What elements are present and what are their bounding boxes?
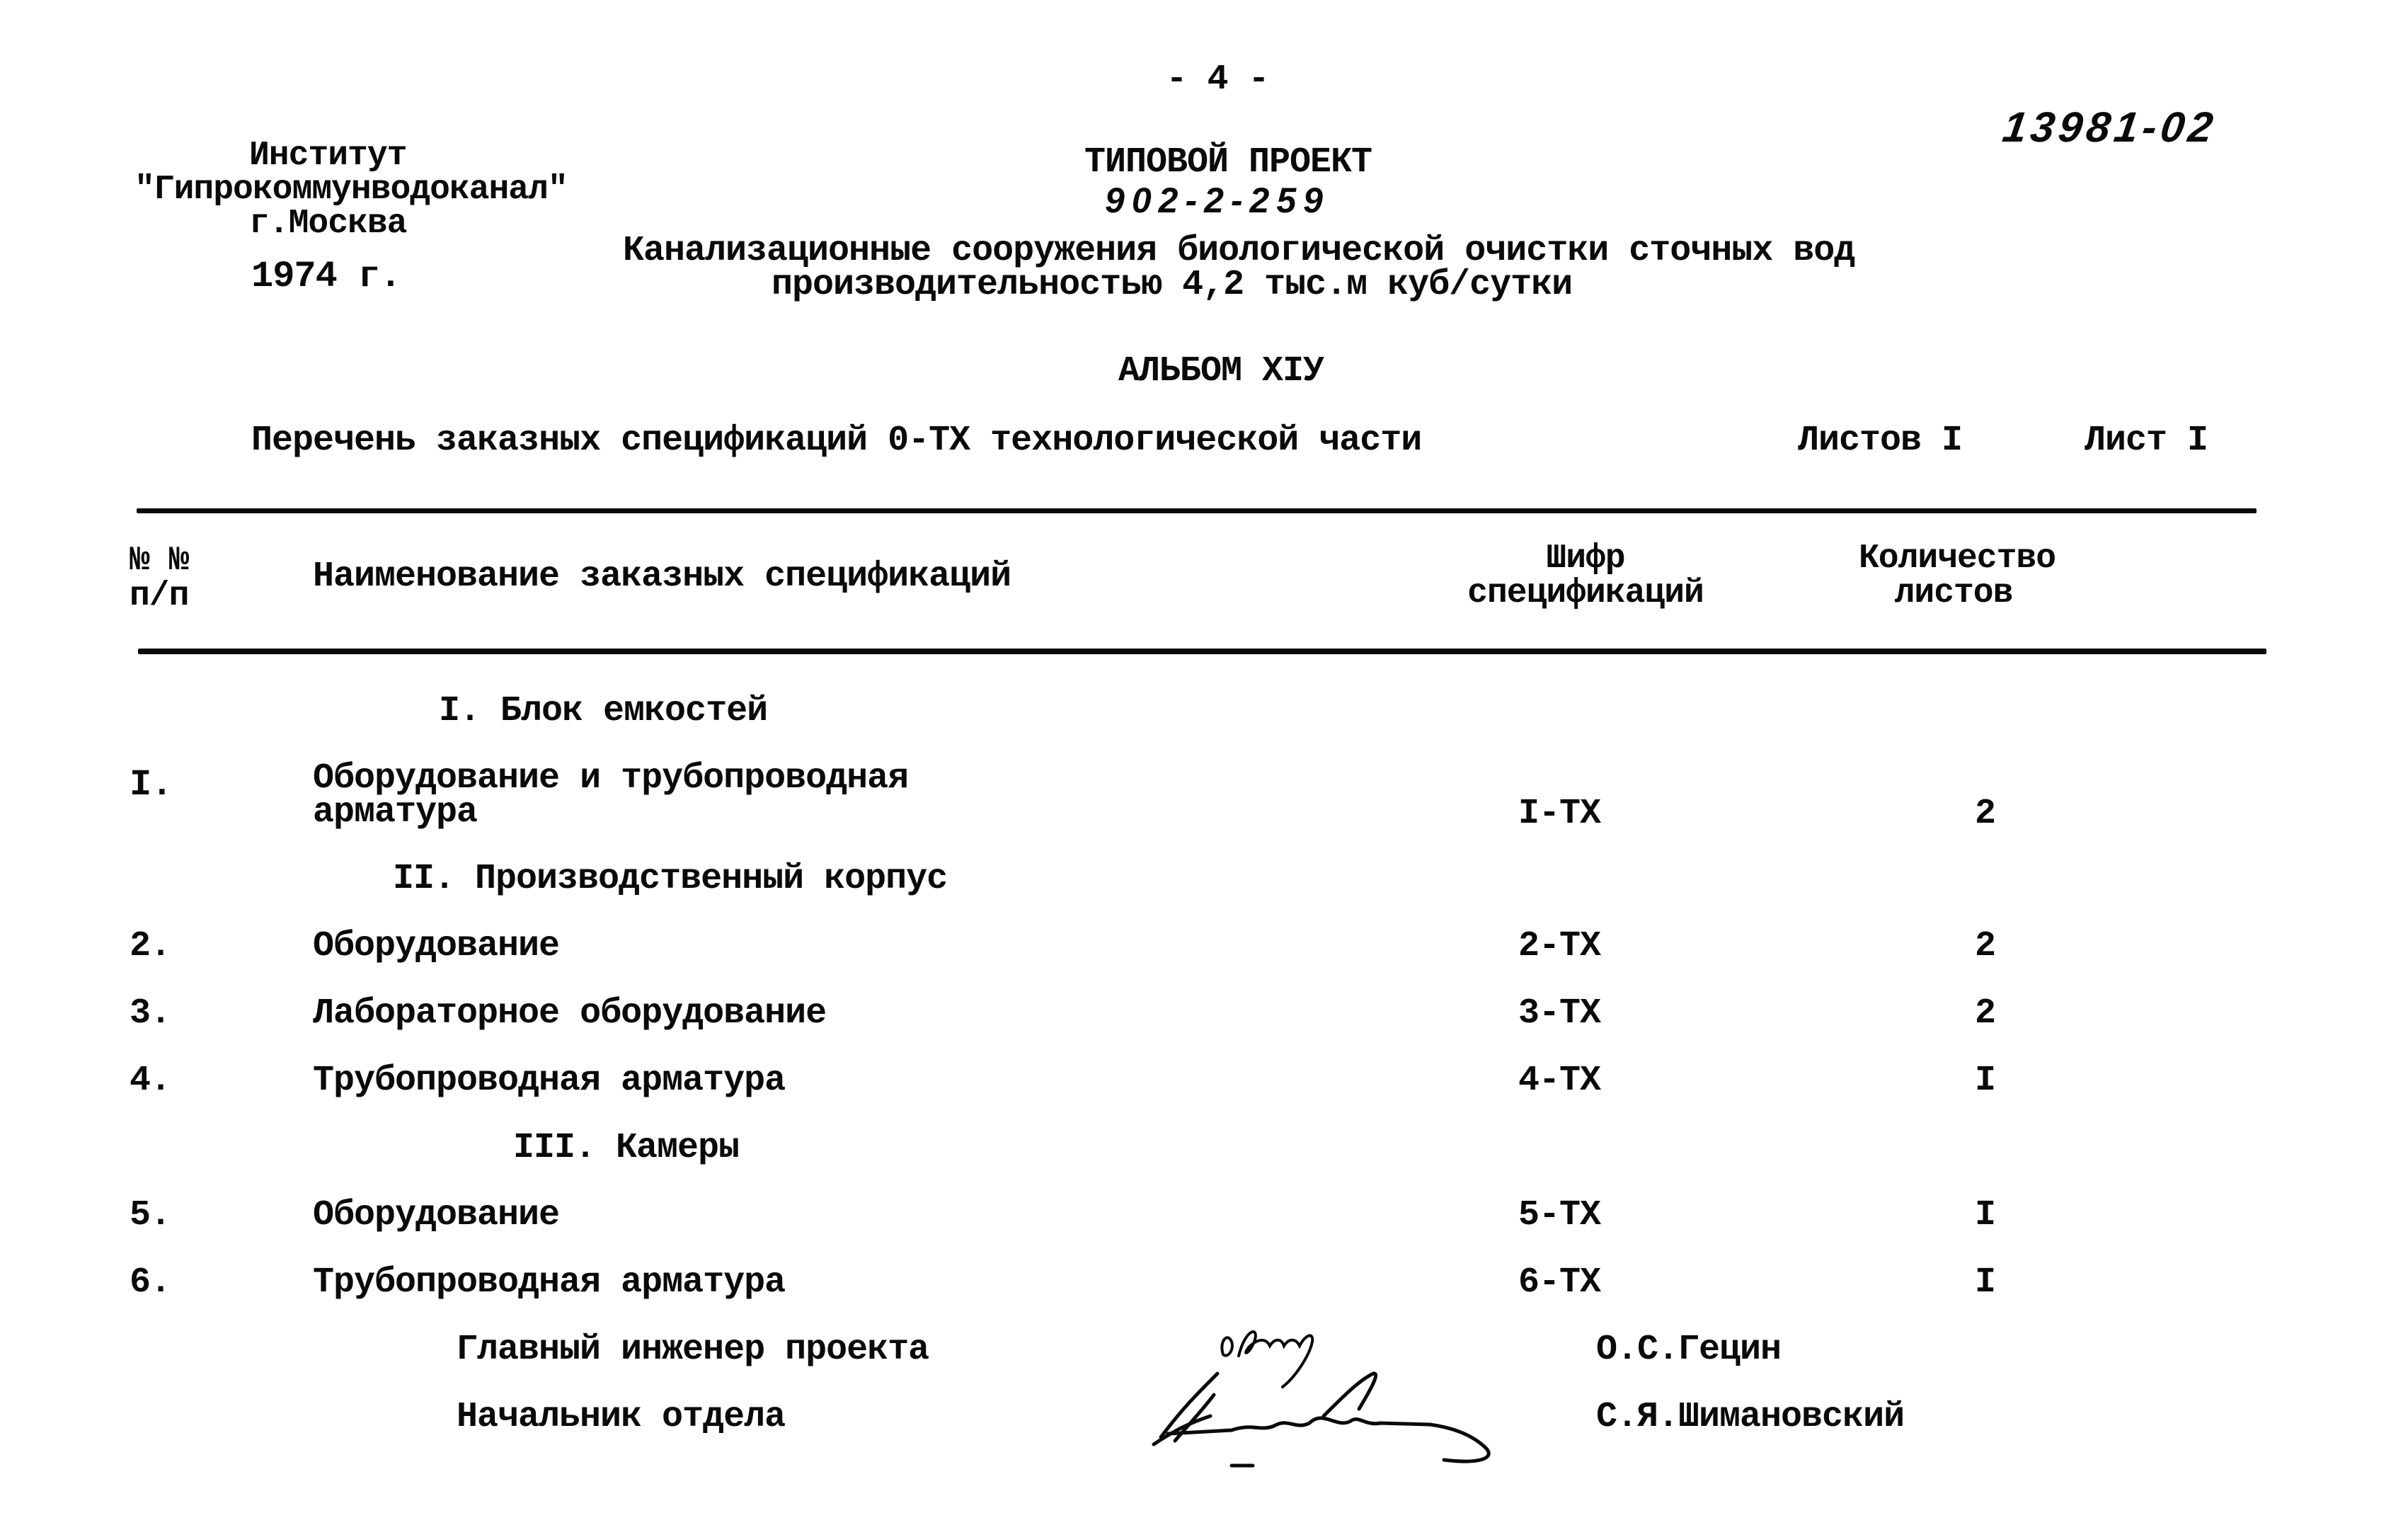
row-num: 6. xyxy=(130,1262,171,1303)
row-qty: 2 xyxy=(1975,794,1996,834)
row-code: 5-TX xyxy=(1518,1195,1601,1235)
col-num-line2: п/п xyxy=(130,577,189,615)
col-code-line2: спецификаций xyxy=(1467,574,1704,612)
signature-role: Главный инженер проекта xyxy=(457,1330,929,1370)
sheet-number: Лист I xyxy=(2085,421,2208,461)
col-qty-line2: листов xyxy=(1894,574,2013,612)
row-name: Оборудование и трубопроводная xyxy=(313,758,909,799)
row-code: 6-TX xyxy=(1518,1262,1601,1303)
section-heading: II. Производственный корпус xyxy=(393,859,948,899)
col-num-line1: № № xyxy=(130,542,189,580)
signature-name: О.С.Гецин xyxy=(1596,1330,1782,1370)
institute-city: г.Москва xyxy=(249,205,407,243)
signature-name: С.Я.Шимановский xyxy=(1596,1397,1905,1437)
section-heading: III. Камеры xyxy=(513,1128,740,1168)
project-code: 902-2-259 xyxy=(1105,181,1330,220)
row-code: 4-TX xyxy=(1518,1061,1601,1101)
institute-name: "Гипрокоммунводоканал" xyxy=(134,171,568,209)
row-name: Трубопроводная арматура xyxy=(313,1061,786,1101)
row-num: I. xyxy=(130,764,173,806)
row-qty: I xyxy=(1975,1262,1996,1303)
row-num: 5. xyxy=(130,1195,171,1235)
row-name: Трубопроводная арматура xyxy=(313,1262,786,1303)
row-num: 2. xyxy=(130,926,171,966)
archive-number: 13981-02 xyxy=(2000,103,2220,151)
row-num: 4. xyxy=(130,1061,171,1101)
col-code-line1: Шифр xyxy=(1546,540,1625,578)
signature-role: Начальник отдела xyxy=(457,1397,786,1437)
row-qty: 2 xyxy=(1975,993,1996,1034)
row-qty: I xyxy=(1975,1195,1996,1235)
row-qty: I xyxy=(1975,1061,1996,1101)
sheets-total: Листов I xyxy=(1798,421,1963,461)
row-code: 2-TX xyxy=(1518,926,1601,966)
project-title-line2: производительностью 4,2 тыс.м куб/сутки xyxy=(772,265,1573,305)
institute-label: Институт xyxy=(249,137,407,175)
table-top-rule xyxy=(137,508,2257,513)
row-name-cont: арматура xyxy=(313,792,478,833)
row-qty: 2 xyxy=(1975,926,1996,966)
section-heading: I. Блок емкостей xyxy=(439,691,768,731)
col-qty-line1: Количество xyxy=(1858,540,2056,578)
row-name: Лабораторное оборудование xyxy=(313,993,827,1034)
album-label: АЛЬБОМ XIУ xyxy=(1118,351,1324,392)
table-header-rule xyxy=(138,649,2266,654)
row-name: Оборудование xyxy=(313,926,560,966)
institute-year: 1974 г. xyxy=(251,256,401,297)
row-code: 3-TX xyxy=(1518,993,1601,1034)
handwritten-signature-icon xyxy=(1147,1366,1515,1473)
row-num: 3. xyxy=(130,993,171,1034)
page-number: - 4 - xyxy=(1166,59,1269,100)
list-title: Перечень заказных спецификаций 0-ТХ технологической части xyxy=(251,421,1422,461)
row-code: I-TX xyxy=(1518,794,1601,834)
project-type: ТИПОВОЙ ПРОЕКТ xyxy=(1084,142,1372,183)
col-name: Наименование заказных спецификаций xyxy=(313,556,1011,597)
project-title-line1: Канализационные сооружения биологической очистки сточных вод xyxy=(623,231,1855,271)
row-name: Оборудование xyxy=(313,1195,560,1235)
